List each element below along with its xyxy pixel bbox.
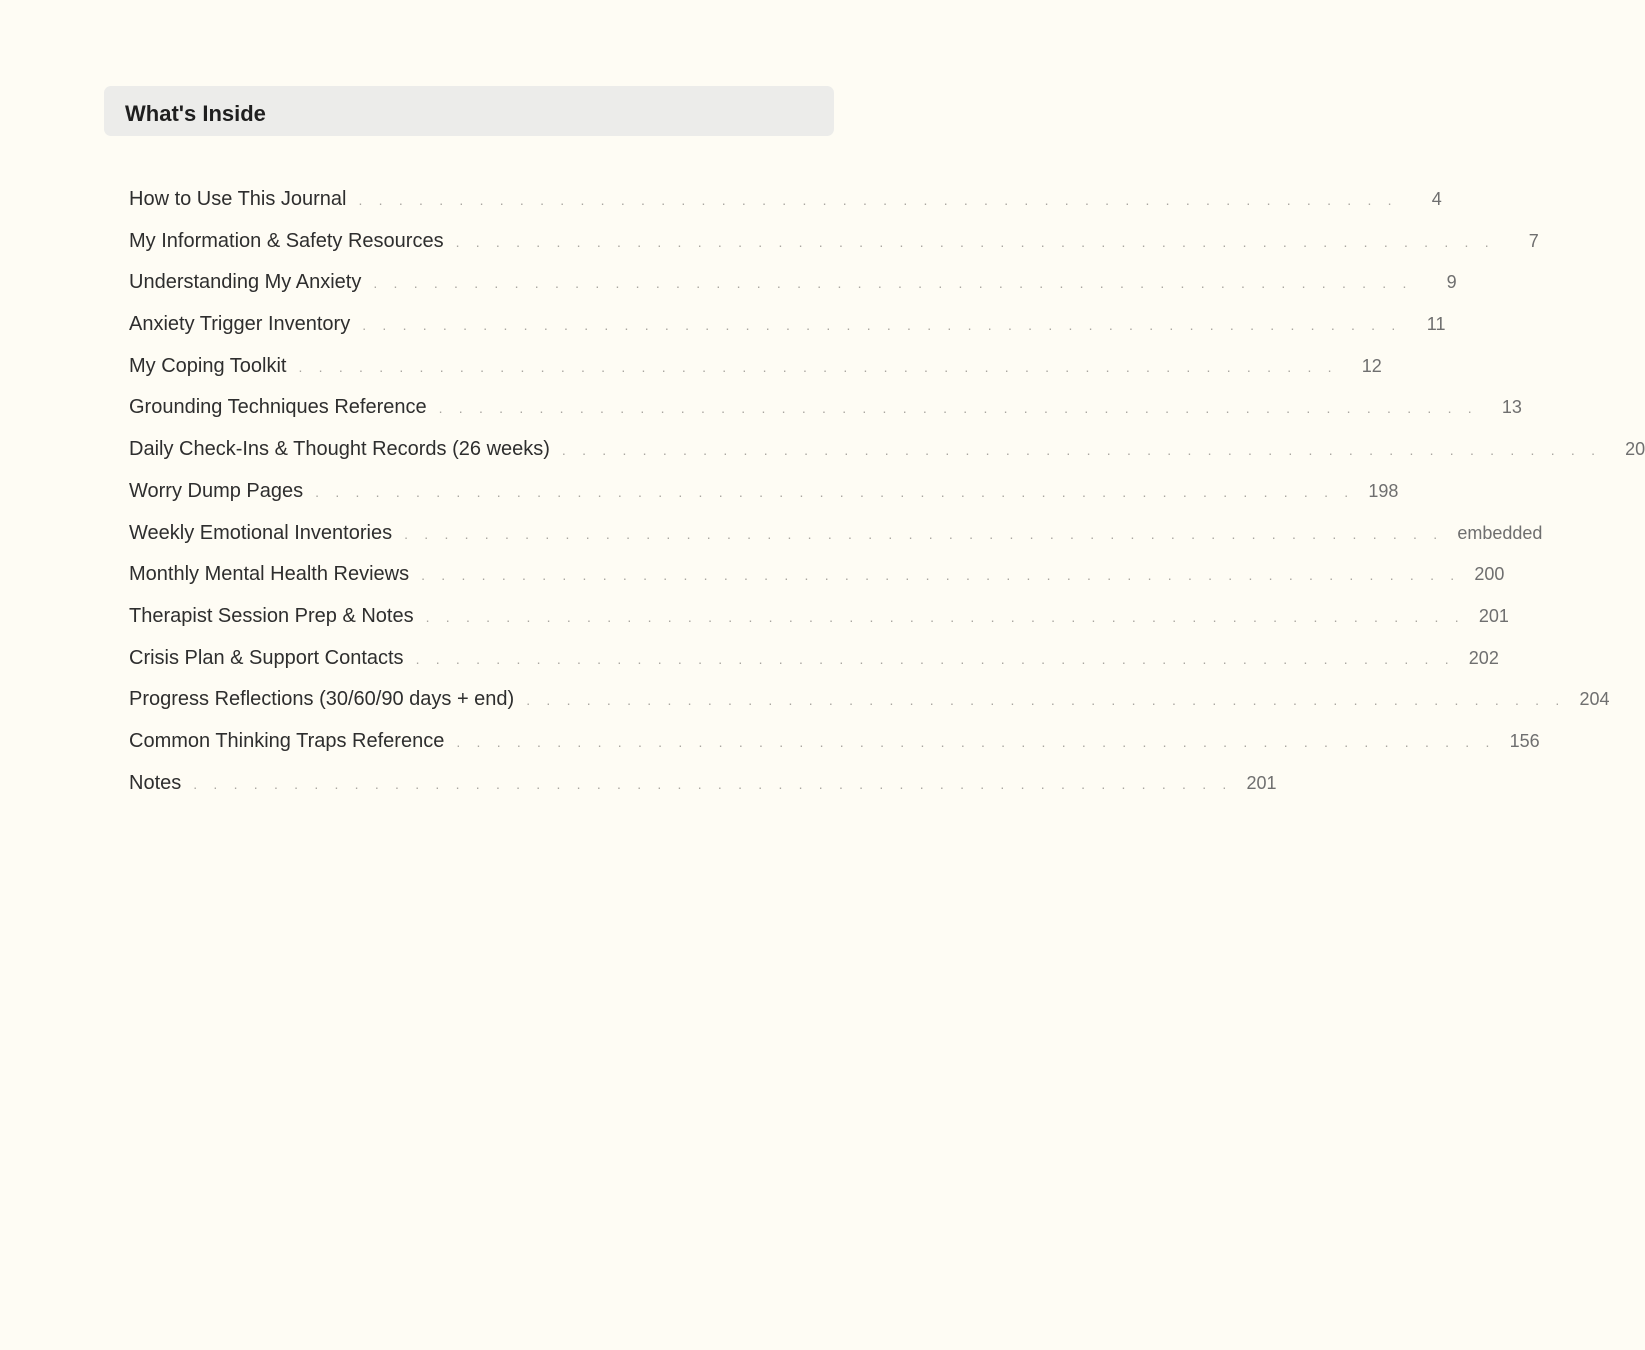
toc-dot-leader: . . . . . . . . . . . . . . . . . . . . . . . . . . . . . . . . . . . . . . . . . . . . . . . . . . . . [415,650,1455,667]
toc-entry-page: 11 [1426,314,1446,335]
toc-entry-title: Anxiety Trigger Inventory [129,313,351,336]
toc-entry-title: Worry Dump Pages [129,479,304,502]
toc-entry [129,688,1610,730]
toc-dot-leader: . . . . . . . . . . . . . . . . . . . . . . . . . . . . . . . . . . . . . . . . . . . . . . . . . . . . [358,192,1398,208]
toc-entry [129,563,1505,605]
toc-dot-leader: . . . . . . . . . . . . . . . . . . . . . . . . . . . . . . . . . . . . . . . . . . . . . . . . . . . . [315,483,1355,500]
toc-entry-title: Crisis Plan & Support Contacts [129,646,404,669]
toc-entry [129,396,1522,438]
toc-entry-page: 204 [1579,689,1610,710]
toc-entry-page: 198 [1368,480,1399,501]
toc-entry [129,438,1645,480]
toc-entry-title: My Coping Toolkit [129,354,287,377]
toc-entry [129,188,1442,230]
toc-entry [129,729,1540,772]
toc-entry-title: Daily Check-Ins & Thought Records (26 weeks) [129,438,550,461]
toc-dot-leader: . . . . . . . . . . . . . . . . . . . . . . . . . . . . . . . . . . . . . . . . . . . . . . . . . . . . [438,400,1478,417]
toc-entry-title: Notes [129,771,182,794]
toc-entry [129,271,1457,313]
toc-entry-title: Weekly Emotional Inventories [129,521,393,544]
toc-entry [129,771,1277,814]
toc-entry-page: 201 [1246,772,1277,793]
page-title: What's Inside [125,101,266,126]
toc-dot-leader: . . . . . . . . . . . . . . . . . . . . . . . . . . . . . . . . . . . . . . . . . . . . . . . . . . . . [362,317,1402,334]
toc-entry [129,313,1446,355]
toc-entry [129,354,1382,397]
toc-entry-title: Understanding My Anxiety [129,271,362,294]
toc-entry-title: How to Use This Journal [129,188,347,210]
toc-dot-leader: . . . . . . . . . . . . . . . . . . . . . . . . . . . . . . . . . . . . . . . . . . . . . . . . . . . . [404,525,1444,542]
toc-dot-leader: . . . . . . . . . . . . . . . . . . . . . . . . . . . . . . . . . . . . . . . . . . . . . . . . . . . . [421,567,1461,584]
toc-entry-page: 13 [1501,397,1522,418]
section-header [104,86,834,136]
toc-dot-leader: . . . . . . . . . . . . . . . . . . . . . . . . . . . . . . . . . . . . . . . . . . . . . . . . . . . . [373,275,1413,292]
toc-entry-page: 201 [1478,605,1509,626]
toc-entry-page: embedded [1457,522,1543,543]
toc-dot-leader: . . . . . . . . . . . . . . . . . . . . . . . . . . . . . . . . . . . . . . . . . . . . . . . . . . . . [298,358,1338,375]
toc-entry [129,521,1543,564]
toc-dot-leader: . . . . . . . . . . . . . . . . . . . . . . . . . . . . . . . . . . . . . . . . . . . . . . . . . . . . [425,608,1465,625]
toc-entry [129,479,1399,522]
toc-dot-leader: . . . . . . . . . . . . . . . . . . . . . . . . . . . . . . . . . . . . . . . . . . . . . . . . . . . . [526,692,1566,709]
toc-entry-title: Common Thinking Traps Reference [129,729,445,752]
toc-dot-leader: . . . . . . . . . . . . . . . . . . . . . . . . . . . . . . . . . . . . . . . . . . . . . . . . . . . . [456,733,1496,750]
toc-entry-page: 12 [1361,355,1382,376]
toc-entry-title: My Information & Safety Resources [129,229,444,252]
toc-entry-page: 202 [1468,647,1499,668]
toc-dot-leader: . . . . . . . . . . . . . . . . . . . . . . . . . . . . . . . . . . . . . . . . . . . . . . . . . . . . [455,233,1495,250]
toc-entry [129,646,1499,689]
toc-entry-page: 4 [1431,189,1442,209]
toc-dot-leader: . . . . . . . . . . . . . . . . . . . . . . . . . . . . . . . . . . . . . . . . . . . . . . . . . . . . [561,442,1602,459]
table-of-contents [129,188,1645,813]
toc-entry-title: Progress Reflections (30/60/90 days + end) [129,688,515,711]
toc-dot-leader: . . . . . . . . . . . . . . . . . . . . . . . . . . . . . . . . . . . . . . . . . . . . . . . . . . . . [193,775,1233,792]
toc-entry-page: 9 [1446,272,1457,293]
toc-entry-title: Monthly Mental Health Reviews [129,563,410,586]
toc-entry-title: Grounding Techniques Reference [129,396,427,419]
toc-entry-page: 20 [1625,439,1645,460]
toc-entry-page: 7 [1528,230,1539,251]
toc-entry-page: 156 [1509,730,1540,751]
toc-entry-page: 200 [1474,564,1505,585]
toc-entry [129,229,1539,272]
toc-entry [129,604,1509,647]
toc-entry-title: Therapist Session Prep & Notes [129,604,414,627]
